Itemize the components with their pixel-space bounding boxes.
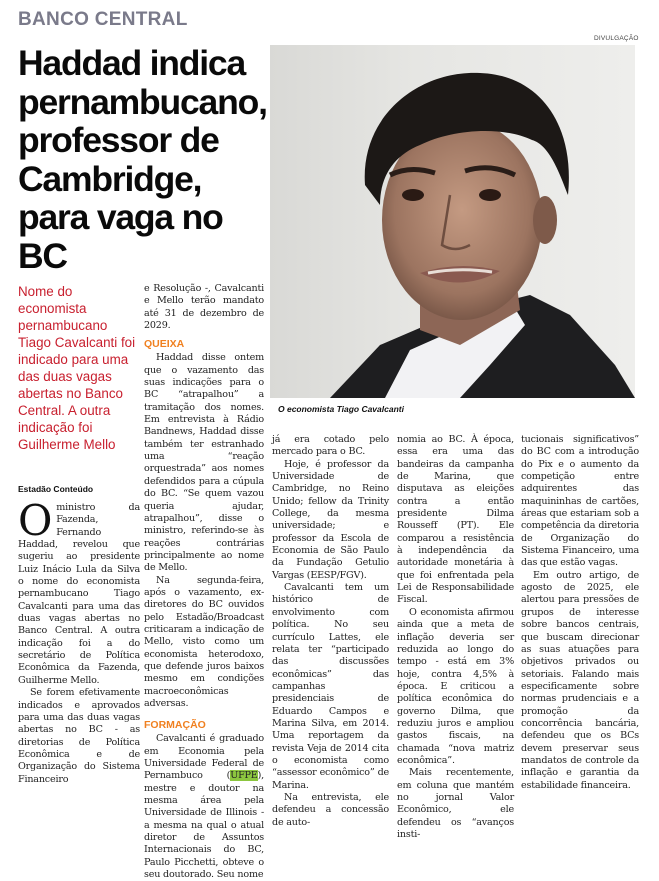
paragraph-3: Haddad disse ontem que o vazamento das suas indicações para o BC “atrapalhou” a tramitação dos nomes. Em entrevista à Rádio Bandnews, Haddad disse também ter estranhado uma “reação orquestrada” aos nomes defendidos para a cúpula do BC. “Se quem vazou queria ajudar, atrapalhou”, disse o ministro, referindo-se às reações contrárias principalmente ao nome de Mello.: [144, 352, 264, 574]
paragraph-7: Cavalcanti tem um histórico de envolvimento com política. No seu currículo Lattes, ele relata ter “participado das discussões econômicas” das campanhas presidenciais de Eduardo Campos e Marina Silva, em 2014. Uma reportagem da revista Veja de 2014 cita o economista como “assessor econômico” de Marina.: [272, 582, 389, 791]
highlighted-ufpe: UFPE: [230, 770, 258, 782]
article-column-4: [397, 434, 514, 841]
section-label: BANCO CENTRAL: [18, 9, 188, 30]
paragraph-11: Em outro artigo, de agosto de 2025, ele alertou para pressões de grupos de interesse sobre bancos centrais, que buscam direcionar as suas atuações para objetivos privados ou setoriais. Falando mais especificamente sobre normas prudenciais e a promoção da concorrência bancária, defendeu que os BCs devem preservar seus mandatos de controle da inflação e garantia da estabilidade financeira.: [521, 569, 639, 791]
paragraph-1-text: ministro da Fazenda, Fernando Haddad, revelou que sugeriu ao presidente Luiz Inácio Lula da Silva o nome do economista pernambucano Tiago Cavalcanti para uma das duas vagas abertas no Banco Central. A outra indicação foi a do secretário de Política Econômica da Fazenda, Guilherme Mello.: [18, 502, 140, 686]
paragraph-1: [18, 496, 140, 687]
paragraph-5: [144, 733, 264, 881]
paragraph-8-continued: nomia ao BC. À época, essa era uma das bandeiras da campanha de Marina, que disputava as eleições contra a então presidente Dilma Rousseff (PT). Ele comparou a resistência à independência da autoridade monetária à que foi enfrentada pela Lei de Responsabilidade Fiscal.: [397, 434, 514, 606]
portrait-illustration: [270, 45, 635, 398]
article-column-5: [521, 434, 639, 792]
paragraph-2: Se forem efetivamente indicados e aprovados para uma das duas vagas abertas no BC - as diretorias de Política Econômica e de Organização do Sistema Financeiro: [18, 687, 140, 785]
paragraph-9: O economista afirmou ainda que a meta de inflação deveria ser reduzida ao longo do tempo - está em 3% hoje, contra 4,5% à época. E criticou a política econômica do governo Dilma, que reduziu juros e ampliou gastos fiscais, na chamada “nova matriz econômica”.: [397, 606, 514, 766]
paragraph-4: Na segunda-feira, após o vazamento, ex-diretores do BC ouvidos pelo Estadão/Broadcast criticaram a indicação de Mello, visto como um economista heterodoxo, que defende juros baixos mesmo em condições macroeconômicas adversas.: [144, 574, 264, 709]
portrait-photo: [270, 45, 635, 398]
subhead-queixa: QUEIXA: [144, 338, 185, 351]
paragraph-5-continued: já era cotado pelo mercado para o BC.: [272, 434, 389, 458]
paragraph-2-continued: e Resolução -, Cavalcanti e Mello terão mandato até 31 de dezembro de 2029.: [144, 283, 264, 332]
paragraph-8: Na entrevista, ele defendeu a concessão de auto-: [272, 791, 389, 828]
paragraph-10: Mais recentemente, em coluna que mantém no jornal Valor Econômico, ele defendeu os “avanços insti-: [397, 767, 514, 840]
headline: Haddad indica pernambucano, professor de Cambridge, para vaga no BC: [18, 43, 267, 276]
article-column-3: [272, 434, 389, 829]
article-column-1: [18, 496, 140, 786]
drop-cap: O: [18, 496, 53, 545]
lead-summary: Nome do economista pernambucano Tiago Cavalcanti foi indicado para uma das duas vagas abertas no Banco Central. A outra indicação foi Guilherme Mello: [18, 284, 136, 452]
paragraph-6: Hoje, é professor da Universidade de Cambridge, no Reino Unido; fellow da Trinity College, da mesma universidade; e professor da Escola de Economia de São Paulo da Fundação Getulio Vargas (EESP/FGV).: [272, 458, 389, 581]
paragraph-5-text-b: ), mestre e doutor na mesma área pela Universidade de Illinois - a mesma na qual o atual diretor de Assuntos Internacionais do BC, Paulo Picchetti, obteve o seu doutorado. Seu nome: [144, 770, 264, 881]
paragraph-5-text-a: Cavalcanti é graduado em Economia pela Universidade Federal de Pernambuco (: [144, 733, 264, 782]
paragraph-10-continued: tucionais significativos” do BC com a introdução do Pix e o aumento da competição entre adquirentes das maquininhas de cartões, áreas que estariam sob a competência da diretoria de Organização do Sistema Financeiro, uma das que estão vagas.: [521, 434, 639, 569]
photo-credit: DIVULGAÇÃO: [594, 35, 639, 42]
byline: Estadão Conteúdo: [18, 484, 94, 494]
subhead-formacao: FORMAÇÃO: [144, 719, 206, 732]
photo-caption: O economista Tiago Cavalcanti: [278, 404, 404, 414]
article-column-2: [144, 283, 264, 881]
